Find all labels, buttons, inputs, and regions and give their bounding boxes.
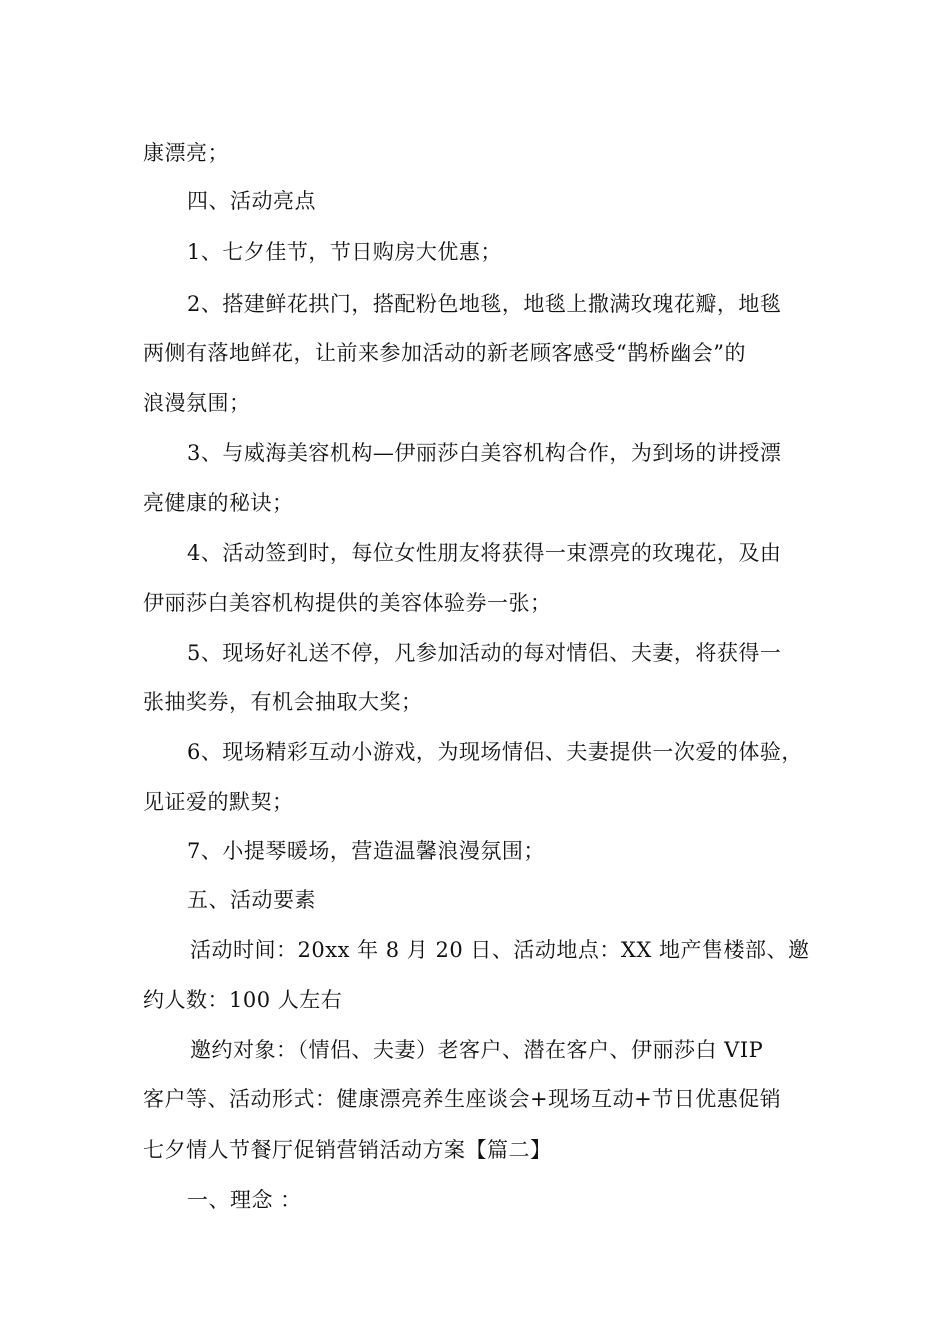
paragraph-line: 张抽奖券，有机会抽取大奖；: [143, 690, 423, 714]
paragraph-line: 活动时间：20xx 年 8 月 20 日、活动地点：XX 地产售楼部、邀: [190, 938, 810, 962]
paragraph-line: 浪漫氛围；: [143, 391, 251, 415]
list-item: 3、与威海美容机构—伊丽莎白美容机构合作，为到场的讲授漂: [187, 441, 782, 465]
list-item: 2、搭建鲜花拱门，搭配粉色地毯，地毯上撒满玫瑰花瓣，地毯: [187, 292, 782, 316]
paragraph-line: 邀约对象：（情侣、夫妻）老客户、潜在客户、伊丽莎白 VIP: [190, 1038, 764, 1062]
list-item: 1、七夕佳节，节日购房大优惠；: [187, 240, 502, 264]
paragraph-line: 约人数：100 人左右: [143, 988, 343, 1012]
section-heading: 四、活动亮点: [187, 189, 316, 213]
document-title: 七夕情人节餐厅促销营销活动方案【篇二】: [143, 1138, 552, 1162]
paragraph-line: 伊丽莎白美容机构提供的美容体验券一张；: [143, 591, 552, 615]
paragraph-line: 见证爱的默契；: [143, 790, 294, 814]
list-item: 4、活动签到时，每位女性朋友将获得一束漂亮的玫瑰花，及由: [187, 541, 782, 565]
paragraph-line: 两侧有落地鲜花，让前来参加活动的新老顾客感受“鹊桥幽会”的: [143, 341, 746, 365]
paragraph-line: 客户等、活动形式：健康漂亮养生座谈会+现场互动+节日优惠促销: [143, 1087, 782, 1111]
paragraph-line: 亮健康的秘诀；: [143, 491, 294, 515]
list-item: 7、小提琴暖场，营造温馨浪漫氛围；: [187, 839, 545, 863]
section-heading: 五、活动要素: [187, 888, 316, 912]
paragraph-line: 康漂亮；: [143, 141, 229, 165]
section-heading: 一、理念 ：: [187, 1188, 302, 1212]
list-item: 6、现场精彩互动小游戏，为现场情侣、夫妻提供一次爱的体验，: [187, 740, 803, 764]
list-item: 5、现场好礼送不停，凡参加活动的每对情侣、夫妻，将获得一: [187, 641, 782, 665]
